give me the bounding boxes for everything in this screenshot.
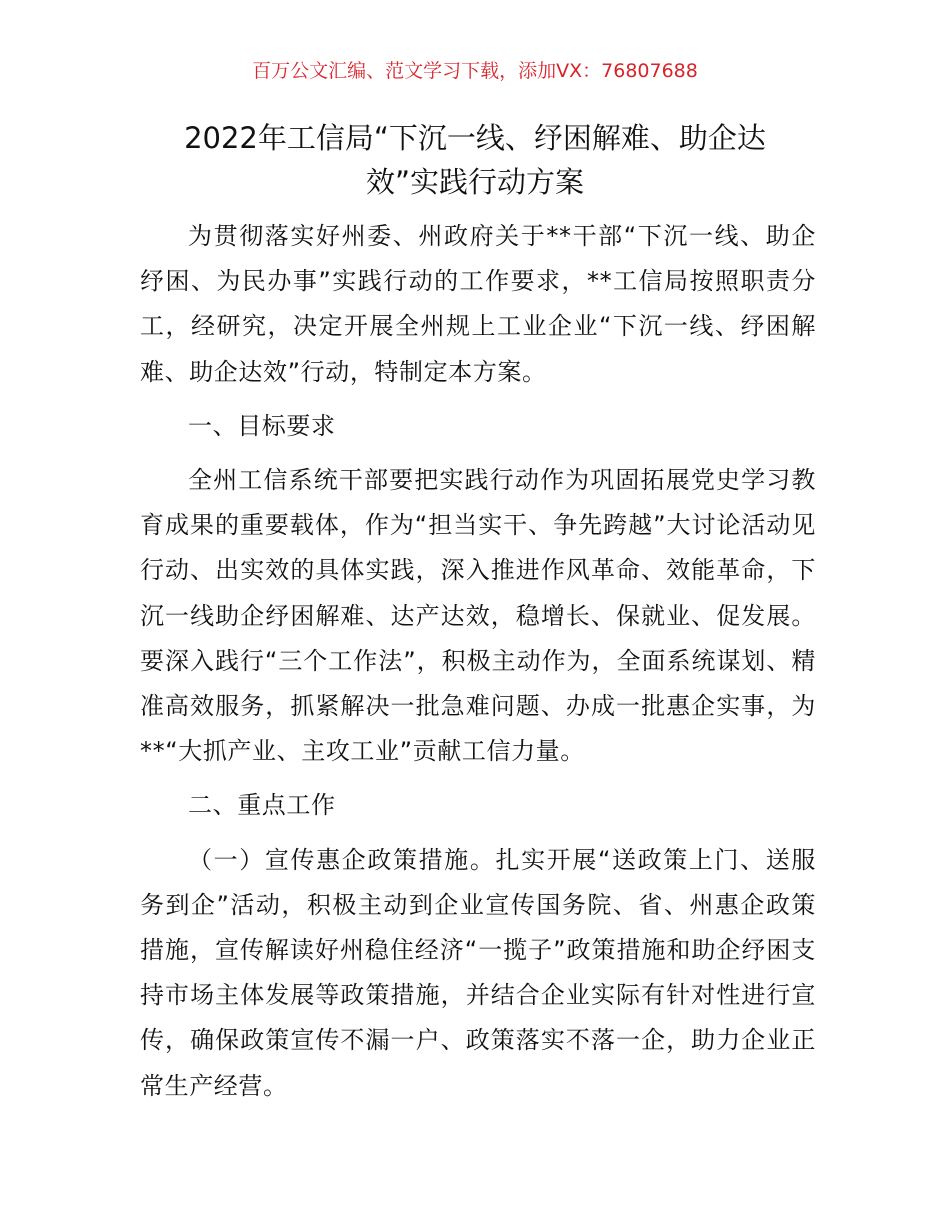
section-heading-key-work: 二、重点工作 xyxy=(188,791,336,820)
document-title xyxy=(90,116,860,204)
document-body xyxy=(140,214,816,1109)
promo-header: 百万公文汇编、范文学习下载，添加VX：76807688 xyxy=(252,60,698,82)
section-paragraph-policy: （一）宣传惠企政策措施。扎实开展“送政策上门、送服务到企”活动，积极主动到企业宣传国务院、省、州惠企政策措施，宣传解读好州稳住经济“一揽子”政策措施和助企纾困支持市场主体发展等政策措施，并结合企业实际有针对性进行宣传，确保政策宣传不漏一户、政策落实不落一企，助力企业正常生产经营。 xyxy=(140,845,816,1100)
title-line-2: 效”实践行动方案 xyxy=(365,165,585,199)
title-line-1: 2022年工信局“下沉一线、纾困解难、助企达 xyxy=(184,121,766,155)
section-paragraph-goals: 全州工信系统干部要把实践行动作为巩固拓展党史学习教育成果的重要载体，作为“担当实干、争先跨越”大讨论活动见行动、出实效的具体实践，深入推进作风革命、效能革命，下沉一线助企纾困解难、达产达效，稳增长、保就业、促发展。要深入践行“三个工作法”，积极主动作为，全面系统谋划、精准高效服务，抓紧解决一批急难问题、办成一批惠企实事，为**“大抓产业、主攻工业”贡献工信力量。 xyxy=(140,466,816,766)
intro-paragraph: 为贯彻落实好州委、州政府关于**干部“下沉一线、助企纾困、为民办事”实践行动的工作要求，**工信局按照职责分工，经研究，决定开展全州规上工业企业“下沉一线、纾困解难、助企达效”行动，特制定本方案。 xyxy=(140,222,816,386)
section-heading-goals: 一、目标要求 xyxy=(188,411,336,440)
